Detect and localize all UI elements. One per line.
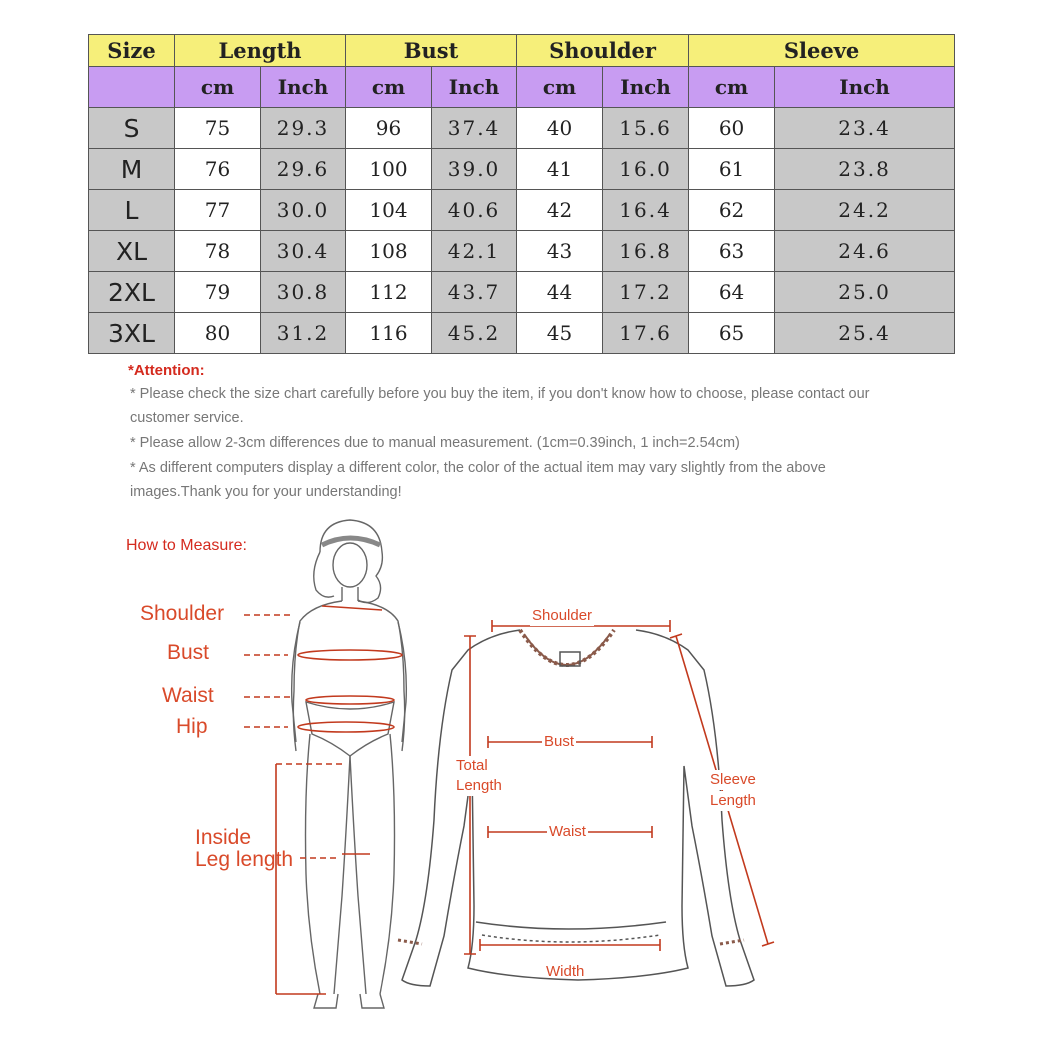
unit-cell: cm — [689, 67, 775, 108]
label-shirt-waist: Waist — [549, 823, 586, 840]
size-label: 2XL — [89, 272, 175, 313]
how-to-measure-title: How to Measure: — [126, 537, 247, 554]
table-cell: 40 — [517, 108, 603, 149]
table-cell: 41 — [517, 149, 603, 190]
table-cell: 43.7 — [432, 272, 517, 313]
size-label: XL — [89, 231, 175, 272]
header-size: Size — [89, 35, 175, 67]
unit-cell: Inch — [603, 67, 689, 108]
table-cell: 75 — [175, 108, 261, 149]
table-cell: 17.2 — [603, 272, 689, 313]
table-cell: 79 — [175, 272, 261, 313]
table-cell: 23.4 — [775, 108, 955, 149]
label-waist: Waist — [162, 684, 214, 707]
shirt-icon — [398, 630, 754, 986]
table-cell: 78 — [175, 231, 261, 272]
table-cell: 45 — [517, 313, 603, 354]
size-label: L — [89, 190, 175, 231]
label-total-1: Total — [456, 757, 488, 774]
table-cell: 60 — [689, 108, 775, 149]
unit-cell: Inch — [775, 67, 955, 108]
table-cell: 30.0 — [261, 190, 346, 231]
note-color: * As different computers display a different color, the color of the actual item may vary slightly from the above images.Thank you for your understanding! — [130, 460, 826, 500]
table-cell: 15.6 — [603, 108, 689, 149]
size-label: S — [89, 108, 175, 149]
table-cell: 104 — [346, 190, 432, 231]
note-measurement: * Please allow 2-3cm differences due to manual measurement. (1cm=0.39inch, 1 inch=2.54cm) — [130, 435, 740, 451]
table-cell: 61 — [689, 149, 775, 190]
table-cell: 29.6 — [261, 149, 346, 190]
table-cell: 16.8 — [603, 231, 689, 272]
table-cell: 16.4 — [603, 190, 689, 231]
table-cell: 24.6 — [775, 231, 955, 272]
table-cell: 44 — [517, 272, 603, 313]
table-cell: 116 — [346, 313, 432, 354]
label-shoulder: Shoulder — [140, 602, 225, 625]
table-cell: 42 — [517, 190, 603, 231]
table-cell: 77 — [175, 190, 261, 231]
size-label: 3XL — [89, 313, 175, 354]
header-bust: Bust — [346, 35, 517, 67]
size-label: M — [89, 149, 175, 190]
note-size-check: * Please check the size chart carefully before you buy the item, if you don't know how to choose, please contact our customer service. — [130, 386, 870, 426]
attention-title: *Attention: — [128, 362, 205, 379]
table-cell: 108 — [346, 231, 432, 272]
table-cell: 45.2 — [432, 313, 517, 354]
label-inside-leg-1: Inside — [195, 826, 252, 849]
table-cell: 30.8 — [261, 272, 346, 313]
table-cell: 80 — [175, 313, 261, 354]
header-length: Length — [175, 35, 346, 67]
label-sleeve-2: Length — [710, 792, 756, 809]
label-inside-leg-2: Leg length — [195, 848, 294, 871]
table-cell: 63 — [689, 231, 775, 272]
label-shirt-shoulder: Shoulder — [532, 607, 593, 624]
table-cell: 17.6 — [603, 313, 689, 354]
table-cell: 23.8 — [775, 149, 955, 190]
label-hip: Hip — [176, 715, 208, 738]
table-cell: 29.3 — [261, 108, 346, 149]
label-bust: Bust — [167, 641, 210, 664]
table-cell: 76 — [175, 149, 261, 190]
unit-cell: cm — [346, 67, 432, 108]
table-cell: 42.1 — [432, 231, 517, 272]
table-cell: 24.2 — [775, 190, 955, 231]
table-cell: 30.4 — [261, 231, 346, 272]
table-cell: 112 — [346, 272, 432, 313]
unit-cell: Inch — [261, 67, 346, 108]
label-shirt-bust: Bust — [544, 733, 575, 750]
table-cell: 65 — [689, 313, 775, 354]
label-width: Width — [546, 963, 585, 980]
unit-cell: cm — [175, 67, 261, 108]
header-shoulder: Shoulder — [517, 35, 689, 67]
table-cell: 39.0 — [432, 149, 517, 190]
table-cell: 25.4 — [775, 313, 955, 354]
header-sleeve: Sleeve — [689, 35, 955, 67]
unit-cell: Inch — [432, 67, 517, 108]
table-cell: 96 — [346, 108, 432, 149]
table-cell: 64 — [689, 272, 775, 313]
table-cell: 31.2 — [261, 313, 346, 354]
table-cell: 40.6 — [432, 190, 517, 231]
body-measure-lines — [244, 606, 402, 994]
table-cell: 16.0 — [603, 149, 689, 190]
label-sleeve-1: Sleeve — [710, 771, 756, 788]
table-cell: 62 — [689, 190, 775, 231]
table-cell: 43 — [517, 231, 603, 272]
table-cell: 37.4 — [432, 108, 517, 149]
table-cell: 100 — [346, 149, 432, 190]
label-total-2: Length — [456, 777, 502, 794]
unit-cell: cm — [517, 67, 603, 108]
table-cell: 25.0 — [775, 272, 955, 313]
